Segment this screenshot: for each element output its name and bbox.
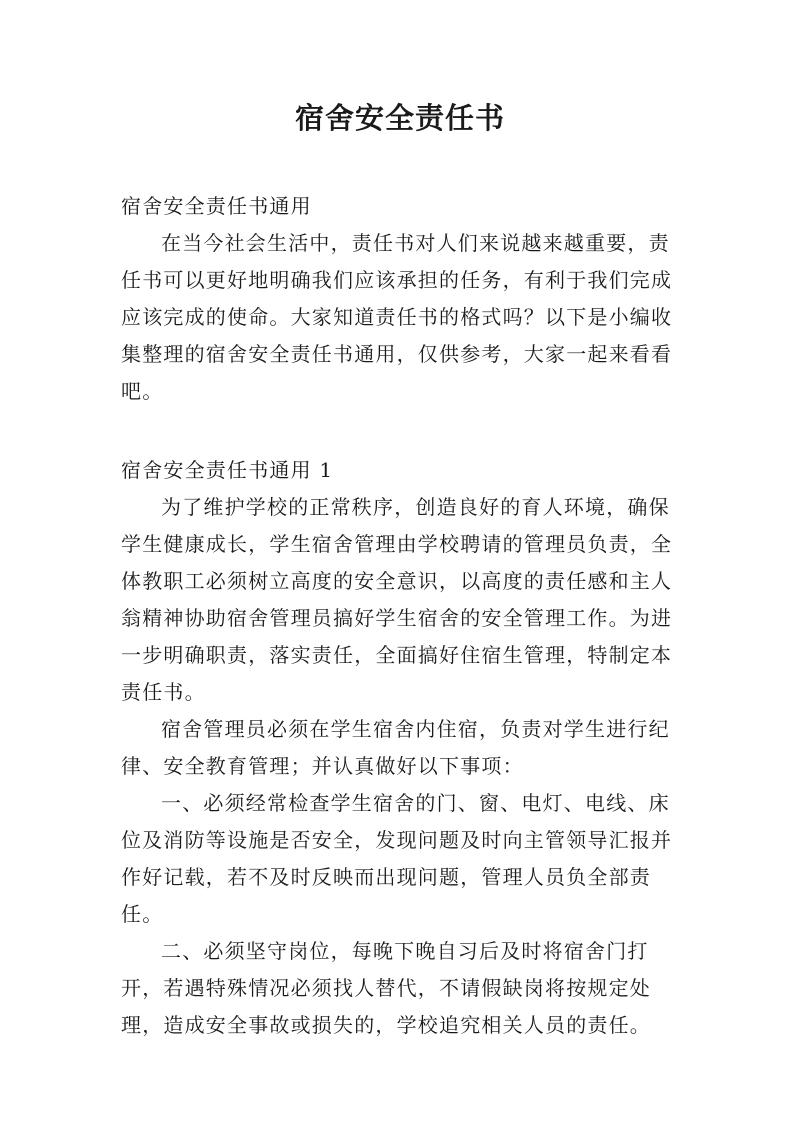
section1-paragraph-3: 一、必须经常检查学生宿舍的门、窗、电灯、电线、床位及消防等设施是否安全，发现问题及时向主管领导汇报并作好记载，若不及时反映而出现问题，管理人员负全部责任。: [121, 791, 673, 926]
document-body: [121, 188, 681, 1044]
section1-paragraph-1: 为了维护学校的正常秩序，创造良好的育人环境，确保学生健康成长，学生宿舍管理由学校聘请的管理员负责，全体教职工必须树立高度的安全意识，以高度的责任感和主人翁精神协助宿舍管理员搞好学生宿舍的安全管理工作。为进一步明确职责，落实责任，全面搞好住宿生管理，特制定本责任书。: [121, 495, 673, 704]
document-title: 宿舍安全责任书: [294, 101, 505, 135]
intro-heading: 宿舍安全责任书通用: [121, 194, 312, 218]
section-spacer: [121, 410, 681, 452]
section1-paragraph-2: 宿舍管理员必须在学生宿舍内住宿，负责对学生进行纪律、安全教育管理；并认真做好以下事项：: [121, 717, 670, 778]
intro-paragraph: 在当今社会生活中，责任书对人们来说越来越重要，责任书可以更好地明确我们应该承担的任务，有利于我们完成应该完成的使命。大家知道责任书的格式吗？以下是小编收集整理的宿舍安全责任书通用，仅供参考，大家一起来看看吧。: [121, 231, 673, 403]
section1-paragraph-4: 二、必须坚守岗位，每晚下晚自习后及时将宿舍门打开，若遇特殊情况必须找人替代，不请假缺岗将按规定处理，造成安全事故或损失的，学校追究相关人员的责任。: [121, 939, 651, 1037]
section1-heading: 宿舍安全责任书通用 1: [121, 458, 334, 482]
